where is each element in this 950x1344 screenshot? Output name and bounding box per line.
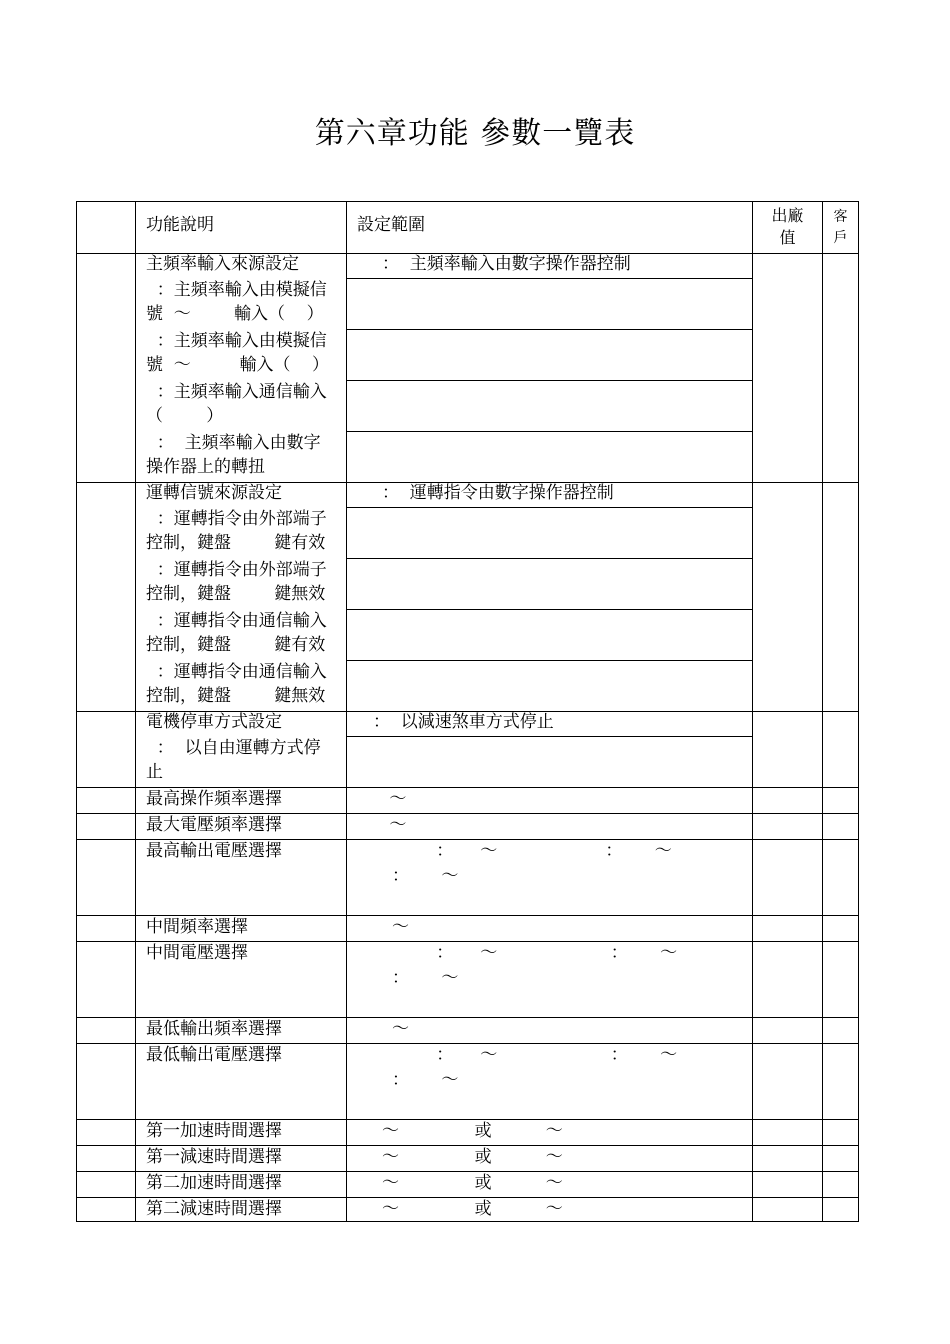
g1-desc1-line2: 號 ～ 輸入（ ） — [146, 304, 324, 324]
max-out-volt-range-line1: ： ～ ： ～ — [366, 841, 672, 861]
g3-title: 電機停車方式設定 — [146, 712, 282, 732]
mid-volt-label: 中間電壓選擇 — [146, 943, 248, 963]
min-volt-label: 最低輸出電壓選擇 — [146, 1045, 282, 1065]
dec2-label: 第二減速時間選擇 — [146, 1199, 282, 1219]
header-default-line1: 出廠 — [771, 206, 804, 225]
min-freq-label: 最低輸出頻率選擇 — [146, 1019, 282, 1039]
g2-desc3-line1: ：運轉指令由通信輸入 — [146, 611, 327, 631]
parameter-table — [76, 201, 861, 1222]
header-default-line2: 值 — [779, 228, 796, 247]
acc2-label: 第二加速時間選擇 — [146, 1173, 282, 1193]
g2-title: 運轉信號來源設定 — [146, 483, 282, 503]
sub-row-divider — [346, 507, 752, 508]
sub-row-divider — [346, 736, 752, 737]
dec1-range: ～ 或 ～ — [382, 1147, 563, 1167]
header-description: 功能說明 — [146, 215, 214, 235]
g1-desc2-line2: 號 ～ 輸入（ ） — [146, 355, 330, 375]
acc2-range: ～ 或 ～ — [382, 1173, 563, 1193]
g1-desc4-line1: ： 主頻率輸入由數字 — [146, 433, 321, 453]
g3-option0: ： 以減速煞車方式停止 — [373, 712, 554, 732]
sub-row-divider — [346, 329, 752, 330]
g2-desc2-line1: ：運轉指令由外部端子 — [146, 560, 327, 580]
table-border-top — [76, 201, 859, 202]
max-freq-label: 最高操作頻率選擇 — [146, 789, 282, 809]
g2-desc1-line2: 控制，鍵盤 鍵有效 — [146, 533, 326, 553]
sub-row-divider — [346, 278, 752, 279]
min-volt-range-line1: ： ～ ： ～ — [366, 1045, 678, 1065]
dec1-label: 第一減速時間選擇 — [146, 1147, 282, 1167]
header-customer-line2: 戶 — [833, 230, 848, 246]
g1-title: 主頻率輸入來源設定 — [146, 254, 299, 274]
g2-desc3-line2: 控制，鍵盤 鍵有效 — [146, 635, 326, 655]
header-range: 設定範圍 — [357, 215, 425, 235]
min-freq-range: ～ — [392, 1019, 409, 1039]
sub-row-divider — [346, 609, 752, 610]
g2-option0: ： 運轉指令由數字操作器控制 — [382, 483, 614, 503]
g3-desc1-line2: 止 — [146, 762, 163, 782]
g1-desc3-line2: （ ） — [146, 406, 224, 426]
g1-option0: ： 主頻率輸入由數字操作器控制 — [382, 254, 631, 274]
acc1-range: ～ 或 ～ — [382, 1121, 563, 1141]
g2-desc2-line2: 控制，鍵盤 鍵無效 — [146, 584, 326, 604]
mid-volt-range-line1: ： ～ ： ～ — [366, 943, 678, 963]
min-volt-range-line2: ： ～ — [392, 1070, 459, 1090]
mid-freq-range: ～ — [392, 917, 409, 937]
page-title: 第六章功能 參數一覽表 — [314, 116, 636, 151]
max-volt-freq-label: 最大電壓頻率選擇 — [146, 815, 282, 835]
dec2-range: ～ 或 ～ — [382, 1199, 563, 1219]
max-out-volt-label: 最高輸出電壓選擇 — [146, 841, 282, 861]
mid-volt-range-line2: ： ～ — [392, 968, 459, 988]
g2-desc1-line1: ：運轉指令由外部端子 — [146, 509, 327, 529]
max-freq-range: ～ — [357, 789, 407, 809]
sub-row-divider — [346, 431, 752, 432]
header-customer-line1: 客 — [833, 209, 848, 225]
g1-desc1-line1: ：主頻率輸入由模擬信 — [146, 280, 327, 300]
max-volt-freq-range: ～ — [357, 815, 407, 835]
acc1-label: 第一加速時間選擇 — [146, 1121, 282, 1141]
g1-desc4-line2: 操作器上的轉扭 — [146, 457, 265, 477]
sub-row-divider — [346, 380, 752, 381]
g1-desc3-line1: ：主頻率輸入通信輸入 — [146, 382, 327, 402]
sub-row-divider — [346, 558, 752, 559]
g1-desc2-line1: ：主頻率輸入由模擬信 — [146, 331, 327, 351]
g2-desc4-line1: ：運轉指令由通信輸入 — [146, 662, 327, 682]
g3-desc1-line1: ： 以自由運轉方式停 — [146, 738, 321, 758]
sub-row-divider — [346, 660, 752, 661]
max-out-volt-range-line2: ： ～ — [392, 866, 459, 886]
mid-freq-label: 中間頻率選擇 — [146, 917, 248, 937]
g2-desc4-line2: 控制，鍵盤 鍵無效 — [146, 686, 326, 706]
